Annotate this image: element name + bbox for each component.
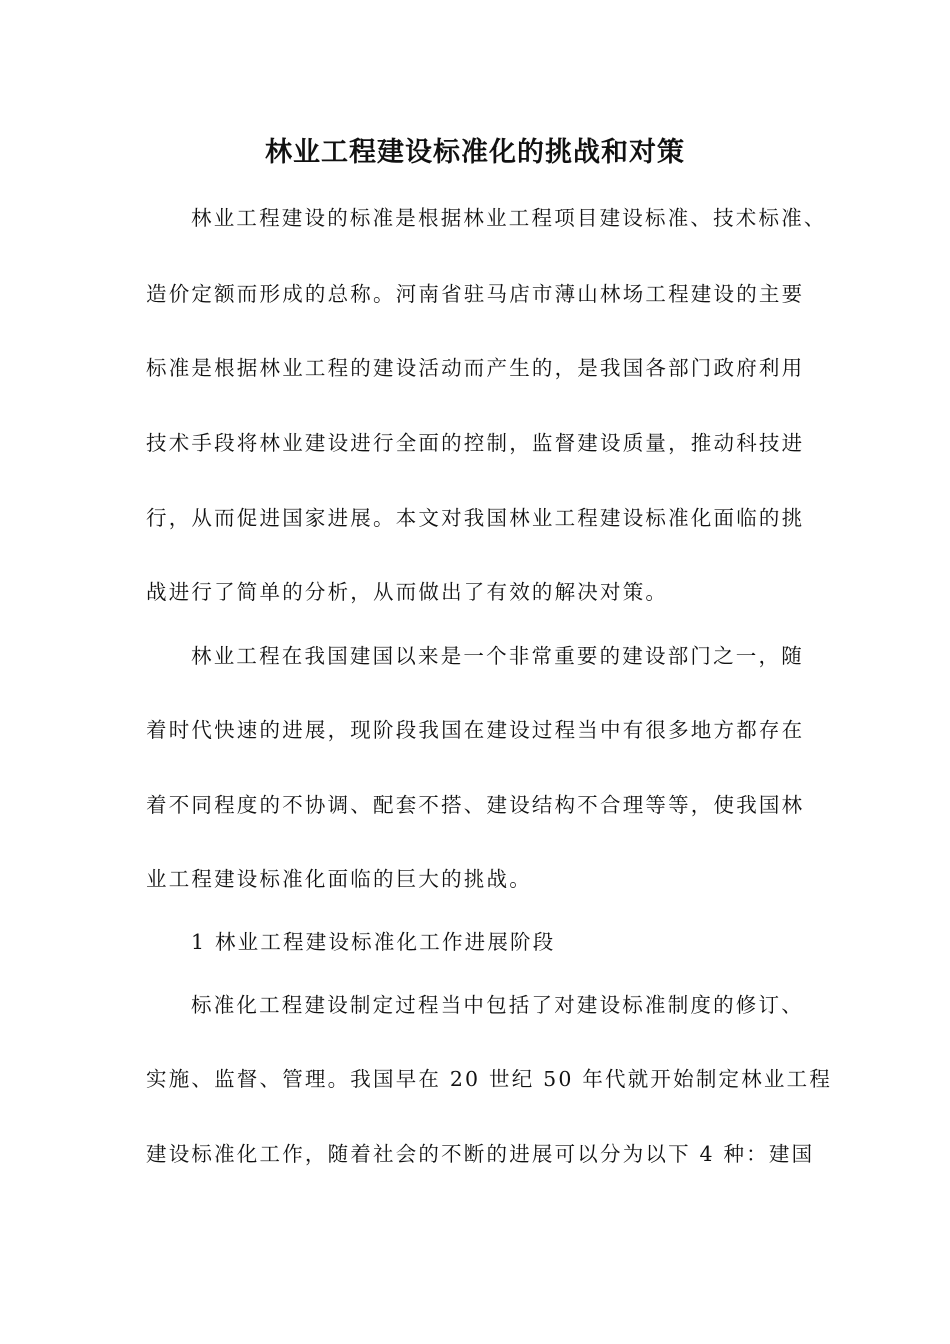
paragraph-line: 林业工程在我国建国以来是一个非常重要的建设部门之一，随 [191,644,804,668]
paragraph-line: 建设标准化工作，随着社会的不断的进展可以分为以下 4 种：建国 [146,1142,815,1166]
paragraph-line: 造价定额而形成的总称。河南省驻马店市薄山林场工程建设的主要 [146,282,805,306]
paragraph-line: 标准是根据林业工程的建设活动而产生的，是我国各部门政府利用 [146,356,805,380]
paragraph-line: 林业工程建设的标准是根据林业工程项目建设标准、技术标准、 [191,206,827,230]
paragraph-line: 技术手段将林业建设进行全面的控制，监督建设质量，推动科技进 [146,431,805,455]
paragraph-line: 行，从而促进国家进展。本文对我国林业工程建设标准化面临的挑 [146,506,805,530]
paragraph-line: 战进行了简单的分析，从而做出了有效的解决对策。 [146,580,669,604]
paragraph-line: 实施、监督、管理。我国早在 20 世纪 50 年代就开始制定林业工程 [146,1067,833,1091]
paragraph-line: 标准化工程建设制定过程当中包括了对建设标准制度的修订、 [191,993,804,1017]
paragraph-line: 业工程建设标准化面临的巨大的挑战。 [146,867,532,891]
section-heading: 1 林业工程建设标准化工作进展阶段 [191,930,556,954]
paragraph-line: 着时代快速的进展，现阶段我国在建设过程当中有很多地方都存在 [146,718,805,742]
document-title: 林业工程建设标准化的挑战和对策 [265,137,685,168]
paragraph-line: 着不同程度的不协调、配套不搭、建设结构不合理等等，使我国林 [146,793,805,817]
